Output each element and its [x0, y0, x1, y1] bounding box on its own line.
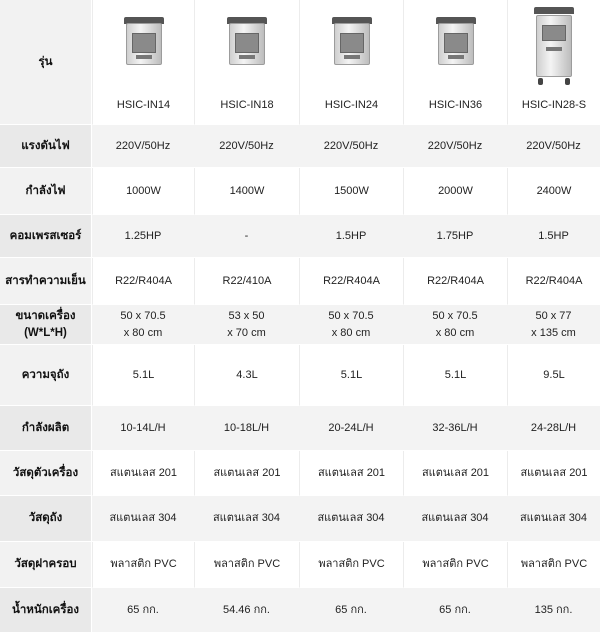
model-name: HSIC-IN36: [428, 99, 483, 111]
label-model: รุ่น: [0, 0, 92, 125]
compressor-value: 1.5HP: [507, 215, 600, 258]
dim-line1: 50 x 70.5: [120, 309, 166, 322]
model-name: HSIC-IN14: [116, 99, 171, 111]
tank-material-value: สแตนเลส 304: [403, 496, 507, 542]
cover-material-value: พลาสติก PVC: [194, 542, 299, 588]
compressor-value: 1.75HP: [403, 215, 507, 258]
label-dimensions: [0, 305, 92, 345]
dimensions-value: [194, 305, 299, 345]
cover-material-value: พลาสติก PVC: [92, 542, 194, 588]
voltage-value: 220V/50Hz: [299, 125, 403, 168]
label-output: กำลังผลิต: [0, 406, 92, 451]
model-header-3: [299, 0, 403, 125]
capacity-value: 5.1L: [299, 345, 403, 406]
weight-value: 54.46 กก.: [194, 588, 299, 633]
capacity-value: 4.3L: [194, 345, 299, 406]
label-weight: น้ำหนักเครื่อง: [0, 588, 92, 633]
body-material-value: สแตนเลส 201: [403, 451, 507, 496]
compressor-value: -: [194, 215, 299, 258]
refrigerant-value: R22/410A: [194, 258, 299, 305]
label-power: กำลังไฟ: [0, 168, 92, 215]
dimensions-value: [403, 305, 507, 345]
refrigerant-value: R22/R404A: [92, 258, 194, 305]
voltage-value: 220V/50Hz: [194, 125, 299, 168]
cover-material-value: พลาสติก PVC: [403, 542, 507, 588]
capacity-value: 5.1L: [92, 345, 194, 406]
dim-line2: x 135 cm: [531, 326, 576, 339]
tank-material-value: สแตนเลส 304: [194, 496, 299, 542]
cover-material-value: พลาสติก PVC: [299, 542, 403, 588]
weight-value: 65 กก.: [299, 588, 403, 633]
power-value: 1500W: [299, 168, 403, 215]
label-dimensions-line2: (W*L*H): [24, 326, 67, 339]
machine-image-1: [124, 17, 164, 67]
body-material-value: สแตนเลส 201: [299, 451, 403, 496]
weight-value: 65 กก.: [92, 588, 194, 633]
label-tank-material: วัสดุถัง: [0, 496, 92, 542]
dimensions-value: [507, 305, 600, 345]
dim-line1: 50 x 70.5: [432, 309, 478, 322]
dim-line2: x 80 cm: [331, 326, 371, 339]
compressor-value: 1.25HP: [92, 215, 194, 258]
dim-line1: 50 x 70.5: [328, 309, 374, 322]
dim-line1: 53 x 50: [228, 309, 265, 322]
output-value: 10-14L/H: [92, 406, 194, 451]
body-material-value: สแตนเลส 201: [194, 451, 299, 496]
dim-line2: x 70 cm: [227, 326, 266, 339]
model-header-1: [92, 0, 194, 125]
output-value: 32-36L/H: [403, 406, 507, 451]
refrigerant-value: R22/R404A: [403, 258, 507, 305]
dimensions-value: [92, 305, 194, 345]
machine-image-3: [332, 17, 372, 67]
label-compressor: คอมเพรสเซอร์: [0, 215, 92, 258]
capacity-value: 9.5L: [507, 345, 600, 406]
tank-material-value: สแตนเลส 304: [299, 496, 403, 542]
voltage-value: 220V/50Hz: [403, 125, 507, 168]
output-value: 24-28L/H: [507, 406, 600, 451]
label-capacity: ความจุถัง: [0, 345, 92, 406]
capacity-value: 5.1L: [403, 345, 507, 406]
model-name: HSIC-IN18: [220, 99, 274, 111]
tank-material-value: สแตนเลส 304: [507, 496, 600, 542]
dimensions-value: [299, 305, 403, 345]
model-header-4: [403, 0, 507, 125]
body-material-value: สแตนเลส 201: [92, 451, 194, 496]
machine-image-2: [227, 17, 267, 67]
tank-material-value: สแตนเลส 304: [92, 496, 194, 542]
power-value: 1400W: [194, 168, 299, 215]
model-name: HSIC-IN28-S: [521, 99, 587, 111]
label-cover-material: วัสดุฝาครอบ: [0, 542, 92, 588]
label-voltage: แรงดันไฟ: [0, 125, 92, 168]
output-value: 10-18L/H: [194, 406, 299, 451]
machine-image-5: [534, 7, 574, 85]
label-refrigerant: สารทำความเย็น: [0, 258, 92, 305]
machine-image-4: [436, 17, 476, 67]
voltage-value: 220V/50Hz: [507, 125, 600, 168]
power-value: 2000W: [403, 168, 507, 215]
power-value: 1000W: [92, 168, 194, 215]
power-value: 2400W: [507, 168, 600, 215]
cover-material-value: พลาสติก PVC: [507, 542, 600, 588]
model-name: HSIC-IN24: [324, 99, 379, 111]
dim-line2: x 80 cm: [435, 326, 475, 339]
dim-line1: 50 x 77: [535, 309, 572, 322]
body-material-value: สแตนเลส 201: [507, 451, 600, 496]
weight-value: 65 กก.: [403, 588, 507, 633]
output-value: 20-24L/H: [299, 406, 403, 451]
refrigerant-value: R22/R404A: [299, 258, 403, 305]
label-dimensions-line1: ขนาดเครื่อง: [15, 309, 76, 322]
weight-value: 135 กก.: [507, 588, 600, 633]
dim-line2: x 80 cm: [123, 326, 163, 339]
label-body-material: วัสดุตัวเครื่อง: [0, 451, 92, 496]
model-header-5: [507, 0, 600, 125]
refrigerant-value: R22/R404A: [507, 258, 600, 305]
compressor-value: 1.5HP: [299, 215, 403, 258]
voltage-value: 220V/50Hz: [92, 125, 194, 168]
model-header-2: [194, 0, 299, 125]
